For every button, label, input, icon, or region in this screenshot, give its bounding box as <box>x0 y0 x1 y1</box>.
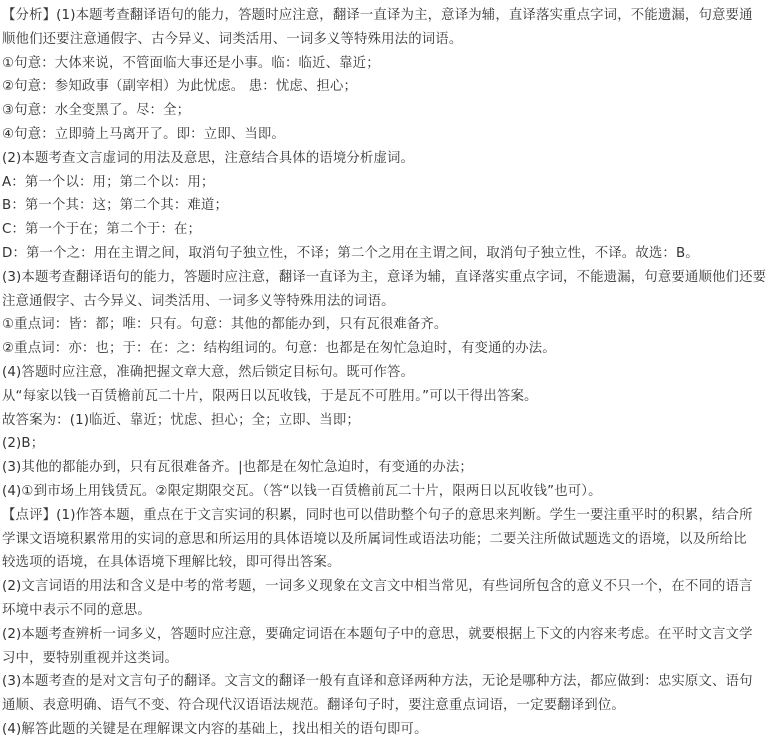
text-line: (4)①到市场上用钱赁瓦。②限定期限交瓦。（答“以钱一百赁檐前瓦二十片，限两日以瓦收钱”也可）。 <box>2 483 602 499</box>
text-line: ①重点词：皆：都；唯：只有。句意：其他的都能办到，只有瓦很难备齐。 <box>2 317 448 333</box>
text-line: (2)本题考查辨析一词多义，答题时应注意，要确定词语在本题句子中的意思，就要根据上下文的内容来考虑。在平时文言文学 <box>2 626 753 642</box>
text-line: 顺他们还要注意通假字、古今异义、词类活用、一词多义等特殊用法的词语。 <box>2 31 463 47</box>
text-line: (2)文言词语的用法和含义是中考的常考题，一词多义现象在文言文中相当常见，有些词所包含的意义不只一个，在不同的语言 <box>2 579 753 595</box>
text-line: (2)B； <box>2 436 45 452</box>
text-line: C：第一个于在；第二个于：在； <box>2 222 202 238</box>
text-line: (2)本题考查文言虚词的用法及意思，注意结合具体的语境分析虚词。 <box>2 150 415 166</box>
text-line: (3)本题考查翻译语句的能力，答题时应注意，翻译一直译为主，意译为辅，直译落实重点字词，不能遗漏，句意要通顺他们还要 <box>2 269 767 285</box>
text-line: (4)解答此题的关键是在理解课文内容的基础上，找出相关的语句即可。 <box>2 721 428 737</box>
text-line: ②句意：参知政事（副宰相）为此忧虑。 患：忧虑、担心； <box>2 79 358 95</box>
text-line: 较选项的语境，在具体语境下理解比较，即可得出答案。 <box>2 555 341 571</box>
text-line: 从“每家以钱一百赁檐前瓦二十片，限两日以瓦收钱，于是瓦不可胜用。”可以干得出答案。 <box>2 388 538 404</box>
text-line: (3)其他的都能办到，只有瓦很难备齐。|也都是在匆忙急迫时，有变通的办法； <box>2 460 473 476</box>
text-line: D：第一个之：用在主谓之间，取消句子独立性，不译；第二个之用在主谓之间，取消句子独立性，不译。故选：B。 <box>2 245 699 261</box>
text-line: 【点评】(1)作答本题，重点在于文言实词的积累，同时也可以借助整个句子的意思来判断。学生一要注重平时的积累，结合所 <box>2 507 753 523</box>
text-line: 故答案为：(1)临近、靠近；忧虑、担心；全；立即、当即； <box>2 412 360 428</box>
text-line: B：第一个其：这；第二个其：难道； <box>2 198 228 214</box>
text-line: 学课文语境积累常用的实词的意思和所运用的具体语境以及所属词性或语法功能；二要关注所做试题选文的语境，以及所给比 <box>2 531 747 547</box>
text-line: ①句意：大体来说，不管面临大事还是小事。临：临近、靠近； <box>2 55 380 71</box>
text-line: (4)答题时应注意，准确把握文章大意，然后锁定目标句。既可作答。 <box>2 364 415 380</box>
text-line: 注意通假字、古今异义、词类活用、一词多义等特殊用法的词语。 <box>2 293 395 309</box>
text-line: 环境中表示不同的意思。 <box>2 602 151 618</box>
text-line: (3)本题考查的是对文言句子的翻译。文言文的翻译一般有直译和意译两种方法，无论是哪种方法，都应做到：忠实原文、语句 <box>2 674 753 690</box>
text-line: 通顺、表意明确、语气不变、符合现代汉语语法规范。翻译句子时，要注意重点词语，一定要翻译到位。 <box>2 698 625 714</box>
text-line: 【分析】(1)本题考查翻译语句的能力，答题时应注意，翻译一直译为主，意译为辅，直译落实重点字词，不能遗漏，句意要通 <box>2 8 753 23</box>
text-line: 习中，要特别重视并这类词。 <box>2 650 179 666</box>
text-line: A：第一个以：用；第二个以：用； <box>2 174 215 190</box>
text-line: ②重点词：亦：也；于：在：之：结构组词的。句意：也都是在匆忙急迫时，有变通的办法。 <box>2 341 556 357</box>
text-line: ④句意：立即骑上马离开了。即：立即、当即。 <box>2 126 285 142</box>
text-line: ③句意：水全变黑了。尽：全； <box>2 103 191 119</box>
